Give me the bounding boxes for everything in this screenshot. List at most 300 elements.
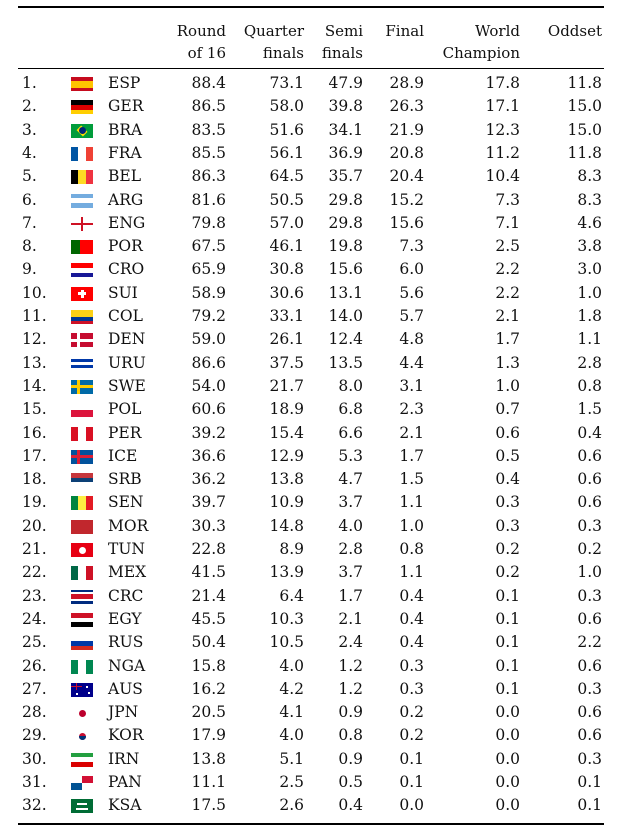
cell-sf: 13.1 [328,283,363,302]
cell-code: COL [108,307,143,325]
cell-code: ICE [108,446,138,465]
cell-r16: 36.2 [191,470,226,489]
cell-wc: 17.1 [485,97,520,116]
cell-odd: 15.0 [567,120,602,139]
table-row [0,258,620,281]
cell-fin: 0.2 [399,726,424,745]
cell-r16: 16.2 [191,679,226,698]
cell-rank: 29. [22,726,47,745]
cell-qf: 73.1 [269,74,304,92]
cell-qf: 26.1 [269,330,304,349]
cell-r16: 81.6 [191,190,226,209]
cell-fin: 0.2 [399,703,424,722]
cell-qf: 15.4 [269,423,304,442]
cell-wc: 0.6 [495,423,520,442]
cell-sf: 15.6 [328,260,363,279]
cell-r16: 13.8 [191,749,226,768]
cell-fin: 15.2 [389,190,424,209]
country-flag-icon [71,613,93,627]
cell-r16: 21.4 [191,586,226,605]
cell-wc: 10.4 [485,167,520,186]
cell-qf: 4.1 [279,703,304,722]
cell-rank: 10. [22,283,47,302]
country-flag-icon [71,799,93,813]
cell-fin: 6.0 [399,260,424,279]
table-row [0,72,620,95]
table-row [0,538,620,561]
cell-rank: 25. [22,633,47,652]
country-flag-icon [71,380,93,394]
cell-code: CRO [108,260,145,279]
cell-wc: 2.2 [495,283,520,302]
table-row [0,328,620,351]
cell-code: EGY [108,609,142,628]
cell-code: GER [108,97,144,116]
cell-wc: 0.0 [495,726,520,745]
cell-code: SEN [108,493,144,512]
cell-rank: 23. [22,586,47,605]
cell-qf: 50.5 [269,190,304,209]
cell-sf: 0.8 [338,726,363,745]
table-row [0,142,620,165]
cell-odd: 8.3 [577,167,602,186]
cell-code: SRB [108,470,142,489]
country-flag-icon [71,496,93,510]
country-flag-icon [71,776,93,790]
cell-r16: 60.6 [191,400,226,419]
cell-odd: 15.0 [567,97,602,116]
country-flag-icon [71,217,93,231]
cell-wc: 0.0 [495,749,520,768]
cell-odd: 0.3 [577,749,602,768]
cell-fin: 0.4 [399,586,424,605]
cell-code: NGA [108,656,146,675]
cell-sf: 5.3 [338,446,363,465]
header-world-champion-line2: Champion [442,44,520,62]
cell-rank: 13. [22,353,47,372]
cell-r16: 30.3 [191,516,226,535]
header-quarter-finals-line1: Quarter [243,22,304,40]
cell-odd: 0.1 [577,796,602,815]
cell-r16: 17.5 [191,796,226,815]
cell-code: IRN [108,749,140,768]
cell-sf: 6.8 [338,400,363,419]
cell-qf: 13.9 [269,563,304,582]
cell-code: PAN [108,773,142,791]
cell-r16: 20.5 [191,703,226,722]
country-flag-icon [71,403,93,417]
country-flag-icon [71,124,93,138]
country-flag-icon [71,310,93,324]
cell-wc: 0.7 [495,400,520,419]
cell-odd: 1.5 [577,400,602,419]
cell-r16: 65.9 [191,260,226,279]
cell-wc: 0.3 [495,516,520,535]
cell-rank: 32. [22,796,47,815]
cell-qf: 2.5 [279,773,304,791]
table-row [0,771,620,794]
cell-fin: 1.1 [399,493,424,512]
cell-wc: 7.3 [495,190,520,209]
cell-rank: 21. [22,540,47,558]
table-row [0,748,620,771]
cell-fin: 0.3 [399,679,424,698]
cell-r16: 86.6 [191,353,226,372]
cell-rank: 22. [22,563,47,582]
cell-fin: 1.7 [399,446,424,465]
table-bottom-rule [18,823,604,825]
cell-r16: 79.2 [191,307,226,325]
cell-wc: 1.3 [495,353,520,372]
cell-rank: 27. [22,679,47,698]
cell-qf: 56.1 [269,143,304,162]
cell-rank: 9. [22,260,37,279]
country-flag-icon [71,77,93,91]
table-row [0,794,620,817]
country-flag-icon [71,100,93,114]
cell-fin: 2.1 [399,423,424,442]
cell-code: FRA [108,143,142,162]
cell-sf: 2.1 [338,609,363,628]
cell-fin: 26.3 [389,97,424,116]
cell-fin: 0.3 [399,656,424,675]
cell-wc: 0.2 [495,563,520,582]
cell-rank: 28. [22,703,47,722]
header-semi-finals-line2: finals [321,44,363,62]
cell-sf: 0.9 [338,703,363,722]
cell-qf: 10.5 [269,633,304,652]
header-world-champion-line1: World [475,22,520,40]
cell-odd: 11.8 [567,143,602,162]
cell-r16: 58.9 [191,283,226,302]
cell-qf: 4.0 [279,726,304,745]
cell-sf: 2.8 [338,540,363,558]
cell-code: RUS [108,633,144,652]
cell-odd: 0.3 [577,586,602,605]
cell-r16: 36.6 [191,446,226,465]
cell-sf: 39.8 [328,97,363,116]
cell-odd: 4.6 [577,213,602,232]
cell-fin: 5.7 [399,307,424,325]
cell-wc: 0.1 [495,609,520,628]
country-flag-icon [71,194,93,208]
cell-qf: 58.0 [269,97,304,116]
cell-r16: 50.4 [191,633,226,652]
table-row [0,375,620,398]
cell-wc: 0.3 [495,493,520,512]
table-row [0,189,620,212]
cell-sf: 0.9 [338,749,363,768]
cell-rank: 26. [22,656,47,675]
cell-wc: 0.0 [495,796,520,815]
table-row [0,305,620,328]
cell-fin: 20.4 [389,167,424,186]
cell-qf: 64.5 [269,167,304,186]
country-flag-icon [71,520,93,534]
table-row [0,119,620,142]
table-row [0,655,620,678]
cell-qf: 51.6 [269,120,304,139]
table-row [0,212,620,235]
table-row [0,585,620,608]
cell-r16: 15.8 [191,656,226,675]
cell-sf: 3.7 [338,563,363,582]
table-row [0,235,620,258]
cell-fin: 4.4 [399,353,424,372]
cell-sf: 1.2 [338,656,363,675]
cell-sf: 14.0 [328,307,363,325]
table-row [0,282,620,305]
cell-odd: 0.6 [577,470,602,489]
country-flag-icon [71,263,93,277]
cell-wc: 2.1 [495,307,520,325]
cell-r16: 39.7 [191,493,226,512]
cell-sf: 29.8 [328,213,363,232]
cell-qf: 10.3 [269,609,304,628]
header-quarter-finals-line2: finals [262,44,304,62]
country-flag-icon [71,357,93,371]
cell-rank: 6. [22,190,37,209]
cell-fin: 4.8 [399,330,424,349]
cell-sf: 2.4 [338,633,363,652]
cell-fin: 5.6 [399,283,424,302]
cell-fin: 2.3 [399,400,424,419]
cell-wc: 0.0 [495,703,520,722]
cell-fin: 28.9 [389,74,424,92]
cell-wc: 0.4 [495,470,520,489]
cell-sf: 3.7 [338,493,363,512]
cell-code: URU [108,353,146,372]
cell-rank: 17. [22,446,47,465]
cell-odd: 0.3 [577,679,602,698]
cell-fin: 3.1 [399,376,424,395]
cell-rank: 19. [22,493,47,512]
cell-rank: 18. [22,470,47,489]
cell-code: TUN [108,540,145,558]
cell-sf: 0.4 [338,796,363,815]
cell-odd: 0.6 [577,656,602,675]
cell-fin: 15.6 [389,213,424,232]
cell-sf: 35.7 [328,167,363,186]
cell-odd: 0.6 [577,493,602,512]
cell-wc: 0.1 [495,586,520,605]
cell-odd: 0.6 [577,609,602,628]
cell-odd: 8.3 [577,190,602,209]
cell-sf: 4.7 [338,470,363,489]
cell-sf: 12.4 [328,330,363,349]
cell-wc: 2.5 [495,237,520,256]
cell-wc: 0.0 [495,773,520,791]
country-flag-icon [71,636,93,650]
cell-qf: 6.4 [279,586,304,605]
cell-odd: 2.8 [577,353,602,372]
table-row [0,398,620,421]
cell-r16: 79.8 [191,213,226,232]
cell-code: BRA [108,120,143,139]
cell-qf: 21.7 [269,376,304,395]
cell-qf: 14.8 [269,516,304,535]
country-flag-icon [71,566,93,580]
table-row [0,445,620,468]
cell-qf: 33.1 [269,307,304,325]
table-row [0,352,620,375]
country-flag-icon [71,333,93,347]
cell-code: ARG [108,190,144,209]
cell-r16: 45.5 [191,609,226,628]
table-row [0,724,620,747]
cell-sf: 36.9 [328,143,363,162]
cell-qf: 12.9 [269,446,304,465]
country-flag-icon [71,683,93,697]
cell-fin: 0.1 [399,749,424,768]
cell-sf: 13.5 [328,353,363,372]
cell-fin: 0.8 [399,540,424,558]
cell-code: SWE [108,376,146,395]
cell-sf: 6.6 [338,423,363,442]
cell-r16: 67.5 [191,237,226,256]
table-row [0,515,620,538]
cell-wc: 0.1 [495,679,520,698]
cell-r16: 86.5 [191,97,226,116]
cell-rank: 31. [22,773,47,791]
cell-rank: 24. [22,609,47,628]
cell-r16: 54.0 [191,376,226,395]
cell-code: ESP [108,74,141,92]
cell-rank: 7. [22,213,37,232]
country-flag-icon [71,240,93,254]
cell-qf: 8.9 [279,540,304,558]
cell-fin: 21.9 [389,120,424,139]
cell-qf: 2.6 [279,796,304,815]
cell-code: POR [108,237,143,256]
cell-odd: 0.3 [577,516,602,535]
cell-wc: 12.3 [485,120,520,139]
cell-rank: 5. [22,167,37,186]
country-flag-icon [71,473,93,487]
cell-odd: 1.8 [577,307,602,325]
header-round-of-16-line2: of 16 [187,44,226,62]
cell-odd: 0.6 [577,726,602,745]
cell-code: CRC [108,586,144,605]
cell-odd: 1.0 [577,563,602,582]
cell-odd: 11.8 [567,74,602,92]
cell-odd: 0.8 [577,376,602,395]
cell-wc: 7.1 [495,213,520,232]
cell-fin: 1.0 [399,516,424,535]
cell-rank: 11. [22,307,47,325]
country-flag-icon [71,706,93,720]
table-row [0,95,620,118]
cell-rank: 8. [22,237,37,256]
country-flag-icon [71,427,93,441]
cell-rank: 14. [22,376,47,395]
table-row [0,561,620,584]
cell-odd: 0.2 [577,540,602,558]
table-row [0,468,620,491]
cell-rank: 30. [22,749,47,768]
cell-rank: 1. [22,74,37,92]
cell-wc: 1.0 [495,376,520,395]
header-oddset-line1: Oddset [547,22,602,40]
country-flag-icon [71,287,93,301]
cell-fin: 7.3 [399,237,424,256]
table-row [0,701,620,724]
country-flag-icon [71,753,93,767]
cell-code: DEN [108,330,146,349]
cell-fin: 20.8 [389,143,424,162]
country-flag-icon [71,543,93,557]
cell-qf: 30.8 [269,260,304,279]
cell-odd: 3.8 [577,237,602,256]
header-semi-finals-line1: Semi [324,22,363,40]
cell-rank: 2. [22,97,37,116]
cell-wc: 2.2 [495,260,520,279]
cell-code: AUS [108,679,143,698]
cell-wc: 0.5 [495,446,520,465]
cell-odd: 0.6 [577,703,602,722]
table-row [0,491,620,514]
cell-code: BEL [108,167,141,186]
cell-qf: 10.9 [269,493,304,512]
cell-fin: 0.1 [399,773,424,791]
cell-sf: 34.1 [328,120,363,139]
cell-r16: 22.8 [191,540,226,558]
cell-r16: 85.5 [191,143,226,162]
cell-sf: 1.7 [338,586,363,605]
cell-wc: 17.8 [485,74,520,92]
cell-r16: 11.1 [191,773,226,791]
cell-sf: 1.2 [338,679,363,698]
cell-qf: 4.0 [279,656,304,675]
country-flag-icon [71,147,93,161]
cell-odd: 1.1 [577,330,602,349]
cell-odd: 1.0 [577,283,602,302]
cell-rank: 4. [22,143,37,162]
cell-odd: 2.2 [577,633,602,652]
cell-r16: 86.3 [191,167,226,186]
cell-sf: 8.0 [338,376,363,395]
cell-odd: 0.1 [577,773,602,791]
cell-sf: 19.8 [328,237,363,256]
cell-rank: 3. [22,120,37,139]
country-flag-icon [71,170,93,184]
cell-rank: 15. [22,400,47,419]
cell-wc: 0.1 [495,656,520,675]
cell-qf: 57.0 [269,213,304,232]
country-flag-icon [71,450,93,464]
cell-wc: 0.1 [495,633,520,652]
table-row [0,165,620,188]
cell-rank: 20. [22,516,47,535]
cell-r16: 59.0 [191,330,226,349]
country-flag-icon [71,660,93,674]
country-flag-icon [71,590,93,604]
cell-odd: 0.4 [577,423,602,442]
cell-fin: 0.4 [399,609,424,628]
cell-wc: 11.2 [485,143,520,162]
cell-sf: 47.9 [328,74,363,92]
cell-fin: 0.4 [399,633,424,652]
cell-code: POL [108,400,142,419]
cell-r16: 88.4 [191,74,226,92]
cell-sf: 29.8 [328,190,363,209]
cell-qf: 46.1 [269,237,304,256]
cell-code: SUI [108,283,138,302]
table-row [0,631,620,654]
cell-qf: 13.8 [269,470,304,489]
table-row [0,608,620,631]
cell-odd: 3.0 [577,260,602,279]
